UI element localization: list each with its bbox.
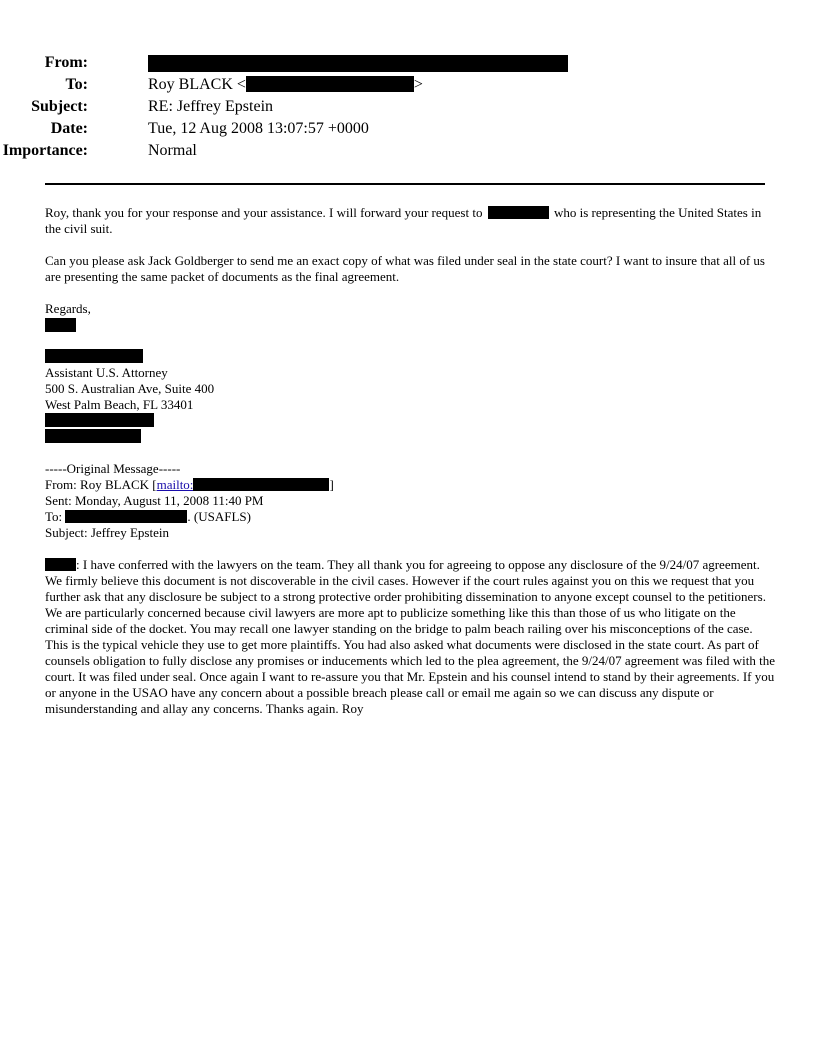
original-to-prefix: To: bbox=[45, 509, 63, 524]
signature-title: Assistant U.S. Attorney bbox=[45, 365, 168, 380]
to-label: To: bbox=[65, 76, 88, 93]
subject-label: Subject: bbox=[31, 98, 88, 115]
importance-label: Importance: bbox=[2, 142, 88, 159]
header-to-row bbox=[0, 74, 760, 96]
original-to-redaction bbox=[65, 510, 187, 523]
mailto-redaction bbox=[193, 478, 329, 491]
original-to-line bbox=[45, 509, 251, 525]
header-subject-row bbox=[0, 96, 760, 118]
importance-value: Normal bbox=[148, 142, 197, 159]
body-p1-text-b: who is representing the United States in bbox=[553, 205, 762, 220]
original-subject-line: Subject: Jeffrey Epstein bbox=[45, 525, 169, 540]
signature-fax-redaction bbox=[45, 429, 141, 443]
header-from-row bbox=[0, 52, 760, 74]
original-message-divider: -----Original Message----- bbox=[45, 461, 181, 476]
signature-address-line1: 500 S. Australian Ave, Suite 400 bbox=[45, 381, 215, 396]
original-message-body bbox=[45, 557, 775, 717]
to-name: Roy BLACK < bbox=[148, 76, 246, 93]
to-email-redaction bbox=[246, 76, 414, 92]
signature-address-line2: West Palm Beach, FL 33401 bbox=[45, 397, 194, 412]
original-to-suffix: . (USAFLS) bbox=[187, 509, 251, 524]
original-from-prefix: From: Roy BLACK [ bbox=[45, 477, 157, 492]
original-sent-line: Sent: Monday, August 11, 2008 11:40 PM bbox=[45, 493, 264, 508]
to-value bbox=[148, 74, 423, 96]
original-from-line bbox=[45, 477, 334, 493]
original-message-text: : I have conferred with the lawyers on the team. They all thank you for agreeing to oppose any disclosure of the 9/24/07 agreement. We firmly believe this document is not discoverable in the civil cases. However if the court rules against you on this we request that you further ask that any disclosure be subject to a strong protective order prohibiting dissemination to anyone except counsel to the petitioners. We are particularly concerned because civil lawyers are more apt to publicize something like this than those of us who litigate on the criminal side of the docket. You may recall one lawyer standing on the bridge to palm beach railing over his misconceptions of the case. This is the typical vehicle they use to get more plaintiffs. You had also asked what documents were disclosed in the state court. As part of counsels obligation to fully disclose any promises or inducements which led to the plea agreement, the 9/24/07 agreement was filed with the court. It was filed under seal. Once again I want to re-assure you that Mr. Epstein and his counsel intend to stand by their agreements. If you or anyone in the USAO have any concern about a possible breach please call or email me again so we can discuss any dispute or misunderstanding and allay any concerns. Thanks again. Roy bbox=[45, 557, 775, 716]
date-value: Tue, 12 Aug 2008 13:07:57 +0000 bbox=[148, 120, 369, 137]
regards: Regards, bbox=[45, 301, 91, 316]
sender-full-name-redaction bbox=[45, 349, 143, 363]
signature-phone-redaction bbox=[45, 413, 154, 427]
date-label: Date: bbox=[50, 120, 88, 137]
to-close: > bbox=[413, 76, 423, 93]
original-from-suffix: ] bbox=[329, 477, 334, 492]
from-label: From: bbox=[44, 54, 88, 71]
body-p2: Can you please ask Jack Goldberger to send me an exact copy of what was filed under seal in the state court? I want to insure that all of us are presenting the same packet of documents as the final agreement. bbox=[45, 253, 765, 284]
header-divider bbox=[45, 183, 765, 185]
sender-first-name-redaction bbox=[45, 318, 76, 332]
header-date-row bbox=[0, 118, 760, 140]
from-redaction bbox=[148, 54, 568, 76]
header-importance-row bbox=[0, 140, 760, 162]
body-p1-line1 bbox=[45, 205, 761, 221]
forward-name-redaction bbox=[488, 206, 549, 219]
body-p1-line2: the civil suit. bbox=[45, 221, 113, 236]
subject-value: RE: Jeffrey Epstein bbox=[148, 98, 274, 115]
mailto-link[interactable]: mailto: bbox=[157, 477, 330, 492]
recipient-name-redaction bbox=[45, 558, 76, 571]
body-p1-text-a: Roy, thank you for your response and your assistance. I will forward your request to bbox=[45, 205, 483, 220]
